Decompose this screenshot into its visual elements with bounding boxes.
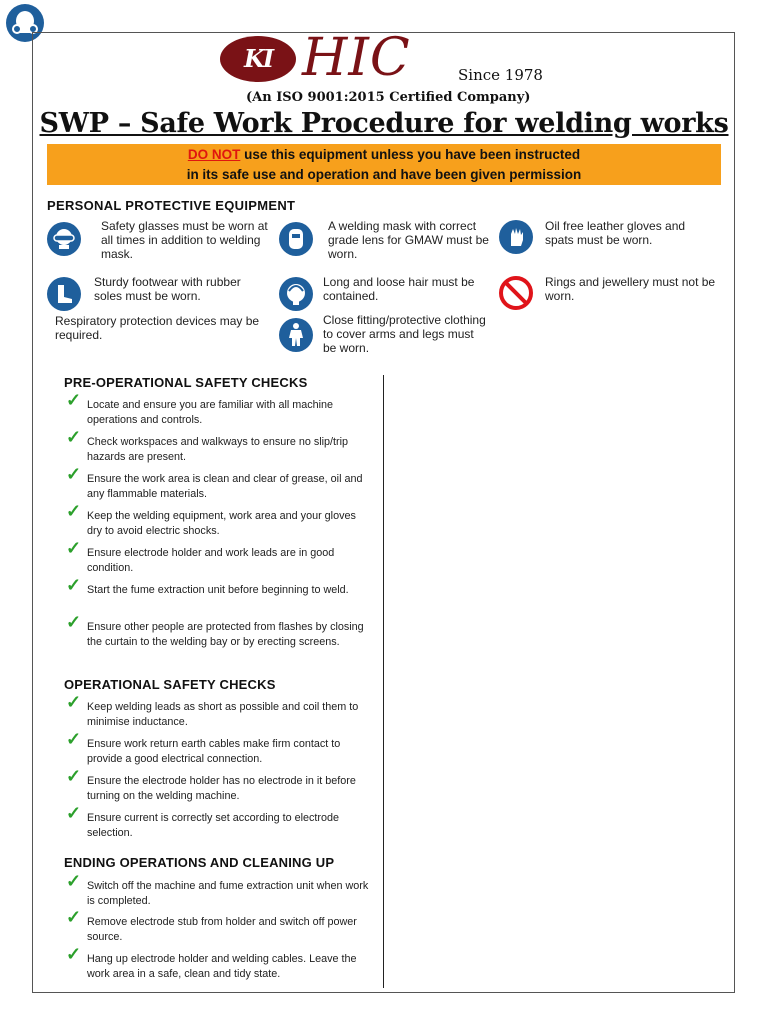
column-divider — [383, 375, 384, 988]
protective-clothing-icon — [279, 318, 313, 352]
check-icon: ✓ — [66, 501, 82, 521]
check-icon: ✓ — [66, 803, 82, 823]
list-item: Hang up electrode holder and welding cables. Leave the work area in a safe, clean and tidy state. — [87, 953, 357, 980]
check-icon: ✓ — [66, 427, 82, 447]
pre-operational-heading: PRE-OPERATIONAL SAFETY CHECKS — [64, 375, 308, 390]
ppe-heading: PERSONAL PROTECTIVE EQUIPMENT — [47, 198, 296, 213]
safety-boots-icon — [47, 277, 81, 311]
check-icon: ✓ — [66, 871, 82, 891]
list-item: Keep welding leads as short as possible and coil them to minimise inductance. — [87, 701, 359, 728]
operational-heading: OPERATIONAL SAFETY CHECKS — [64, 677, 276, 692]
list-item: Remove electrode stub from holder and switch off power source. — [87, 916, 357, 943]
no-jewellery-icon — [499, 276, 533, 310]
safety-glasses-icon — [47, 222, 81, 256]
list-item: Locate and ensure you are familiar with all machine operations and controls. — [87, 399, 334, 426]
certification-note: (An ISO 9001:2015 Certified Company) — [246, 90, 531, 105]
warning-line-2: in its safe use and operation and have been given permission — [186, 167, 582, 182]
warning-banner — [47, 144, 721, 185]
company-since: Since 1978 — [458, 66, 543, 84]
list-item: Start the fume extraction unit before beginning to weld. — [87, 584, 349, 596]
ppe-item-text: Safety glasses must be worn at all times in addition to welding mask. — [101, 219, 268, 261]
ppe-item-text: Rings and jewellery must not be worn. — [545, 275, 716, 303]
check-icon: ✓ — [66, 464, 82, 484]
ppe-item-text: A welding mask with correct grade lens for GMAW must be worn. — [328, 219, 489, 261]
company-logo — [218, 28, 558, 108]
check-icon: ✓ — [66, 907, 82, 927]
ending-heading: ENDING OPERATIONS AND CLEANING UP — [64, 855, 335, 870]
check-icon: ✓ — [66, 575, 82, 595]
ppe-item-text: Respiratory protection devices may be required. — [55, 314, 260, 342]
check-icon: ✓ — [66, 766, 82, 786]
gloves-icon — [499, 220, 533, 254]
list-item: Keep the welding equipment, work area and your gloves dry to avoid electric shocks. — [87, 510, 356, 537]
welding-mask-icon — [279, 222, 313, 256]
warning-line-1: use this equipment unless you have been instructed — [240, 147, 581, 162]
list-item: Ensure work return earth cables make firm contact to provide a good electrical connection. — [87, 738, 341, 765]
logo-mark: KI — [243, 44, 273, 73]
check-icon: ✓ — [66, 944, 82, 964]
page-title: SWP – Safe Work Procedure for welding works — [39, 108, 729, 139]
check-icon: ✓ — [66, 729, 82, 749]
hair-net-icon — [279, 277, 313, 311]
list-item: Ensure the work area is clean and clear of grease, oil and any flammable materials. — [87, 473, 363, 500]
ppe-item-text: Sturdy footwear with rubber soles must be worn. — [94, 275, 241, 303]
check-icon: ✓ — [66, 612, 82, 632]
check-icon: ✓ — [66, 692, 82, 712]
check-icon: ✓ — [66, 390, 82, 410]
list-item: Check workspaces and walkways to ensure no slip/trip hazards are present. — [87, 436, 349, 463]
list-item: Ensure other people are protected from flashes by closing the curtain to the welding bay or by erecting screens. — [87, 621, 364, 648]
list-item: Ensure current is correctly set according to electrode selection. — [87, 812, 340, 839]
ppe-item-text: Close fitting/protective clothing to cover arms and legs must be worn. — [323, 313, 486, 355]
check-icon: ✓ — [66, 538, 82, 558]
list-item: Switch off the machine and fume extraction unit when work is completed. — [87, 880, 369, 907]
list-item: Ensure the electrode holder has no electrode in it before turning on the welding machine. — [87, 775, 356, 802]
ppe-item-text: Oil free leather gloves and spats must be worn. — [545, 219, 686, 247]
list-item: Ensure electrode holder and work leads are in good condition. — [87, 547, 335, 574]
ppe-item-text: Long and loose hair must be contained. — [323, 275, 475, 303]
donot-text: DO NOT — [187, 147, 241, 162]
company-name: HIC — [302, 28, 411, 88]
